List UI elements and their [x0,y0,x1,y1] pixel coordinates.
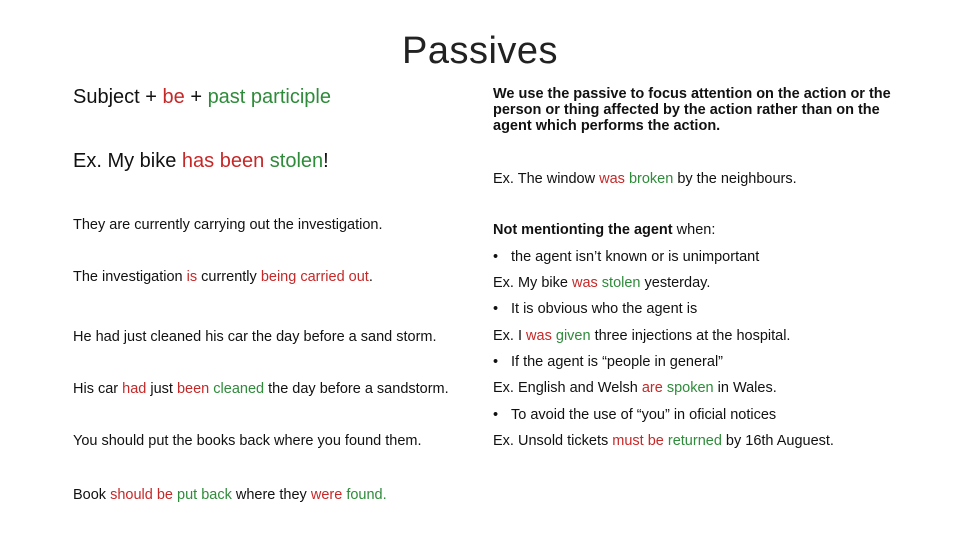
example-2 [493,328,790,344]
not-mentioning-bold: Not mentionting the agent [493,222,673,238]
example-bang: ! [323,150,329,172]
not-mentioning-rest: when: [672,222,716,238]
not-mentioning-heading [493,222,715,238]
sentence-passive-3 [73,487,387,503]
s2-d: . [368,269,373,285]
bullet-3 [493,354,723,370]
s6-put-back: put back [177,487,232,503]
formula-plus: + [184,86,208,108]
e2-was: was [526,328,552,344]
e4-must-be: must be [612,433,664,449]
e1-was: was [571,275,598,291]
bullet-3-dot: • [493,354,499,370]
sentence-active-2: He had just cleaned his car the day before a sand storm. [73,329,437,345]
e3-spoken: spoken [666,380,714,396]
bullet-2-dot: • [493,301,499,317]
bullet-2-text: It is obvious who the agent is [511,301,698,317]
formula-be: be [162,86,185,108]
example-stolen: stolen [269,150,324,172]
example-1 [493,275,710,291]
s6-should-be: should be [110,487,173,503]
sentence-active-3: You should put the books back where you found them. [73,433,422,449]
e1-stolen: stolen [601,275,641,291]
formula-subject: Subject + [73,86,163,108]
s4-been: been [176,381,210,397]
s6-a: Book [73,487,111,503]
s4-b: just [146,381,177,397]
e2-given: given [555,328,591,344]
s2-carried-out: carried out [300,269,369,285]
exw-c: by the neighbours. [673,171,797,187]
s2-a: The investigation [73,269,187,285]
sentence-passive-2 [73,381,449,397]
e1-c: yesterday. [640,275,711,291]
exw-was: was [599,171,625,187]
bullet-2 [493,301,697,317]
example-window [493,171,797,187]
bullet-4 [493,407,776,423]
example-has-been: has been [181,150,265,172]
sentence-passive-1 [73,269,373,285]
exw-broken: broken [628,171,674,187]
sentence-active-1: They are currently carrying out the investigation. [73,217,383,233]
bullet-4-text: To avoid the use of “you” in oficial notices [511,407,777,423]
s6-c: where they [231,487,311,503]
exw-a: Ex. The window [493,171,600,187]
s6-were: were [310,487,343,503]
e3-are: are [641,380,663,396]
e2-a: Ex. I [493,328,527,344]
s2-b: currently [197,269,261,285]
e4-c: by 16th Auguest. [721,433,834,449]
s4-cleaned: cleaned [213,381,265,397]
example-3 [493,380,777,396]
e3-a: Ex. English and Welsh [493,380,642,396]
s2-being: being [260,269,297,285]
e3-c: in Wales. [713,380,777,396]
bullet-1-dot: • [493,249,499,265]
passive-formula [73,86,331,109]
s6-found: found. [346,487,387,503]
bullet-3-text: If the agent is “people in general” [511,354,723,370]
bullet-1 [493,249,759,265]
passive-usage-paragraph: We use the passive to focus attention on the action or the person or thing affected by the action rather than on the agent which performs the action. [493,86,891,134]
formula-past-participle: past participle [207,86,331,108]
s4-had: had [122,381,147,397]
formula-example [73,150,329,173]
e2-c: three injections at the hospital. [590,328,791,344]
slide-title: Passives [401,30,559,72]
s2-is: is [186,269,198,285]
example-4 [493,433,834,449]
bullet-1-text: the agent isn’t known or is unimportant [511,249,760,265]
example-prefix: Ex. My bike [73,150,182,172]
bullet-4-dot: • [493,407,499,423]
e1-a: Ex. My bike [493,275,572,291]
s4-d: the day before a sandstorm. [264,381,449,397]
s4-a: His car [73,381,123,397]
e4-a: Ex. Unsold tickets [493,433,613,449]
e4-returned: returned [667,433,722,449]
